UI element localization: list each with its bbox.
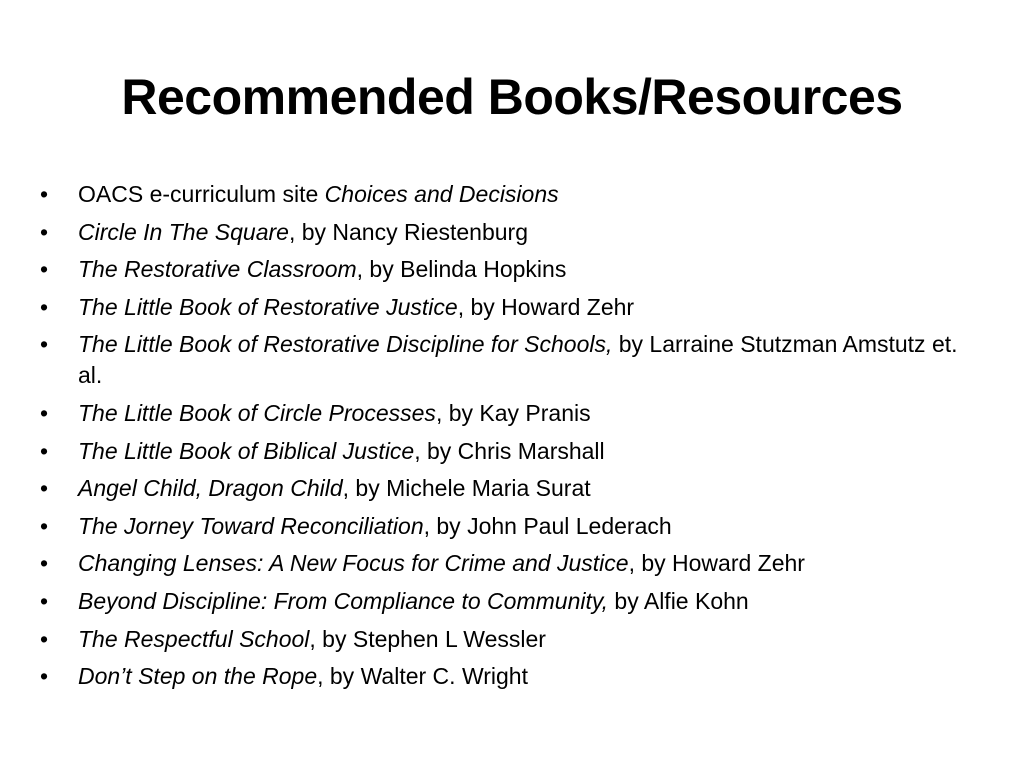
item-author: , by Howard Zehr [457, 293, 635, 320]
bullet-icon: • [40, 256, 49, 283]
item-author: , by Kay Pranis [435, 399, 591, 426]
item-author: , by Michele Maria Surat [342, 475, 591, 502]
list-item [38, 511, 988, 542]
list-item [38, 586, 988, 617]
item-title-italic: The Little Book of Restorative Justice [78, 293, 458, 320]
item-author: by Larraine Stutzman Amstutz et. al. [78, 331, 958, 389]
bullet-icon: • [40, 663, 49, 690]
item-author: , by Nancy Riestenburg [288, 218, 529, 245]
item-title-italic: Angel Child, Dragon Child [78, 475, 343, 502]
list-item [38, 436, 988, 467]
bullet-icon: • [40, 475, 49, 502]
item-author: by Alfie Kohn [608, 587, 749, 614]
list-item [38, 217, 988, 248]
item-title-italic: Circle In The Square [78, 218, 289, 245]
item-author: , by Belinda Hopkins [356, 256, 567, 283]
item-title-italic: Changing Lenses: A New Focus for Crime and Justice [78, 550, 629, 577]
list-item [38, 329, 988, 391]
list-item [38, 179, 988, 210]
bullet-icon: • [40, 331, 49, 358]
list-item [38, 624, 988, 655]
slide-title: Recommended Books/Resources [121, 69, 903, 125]
bullet-icon: • [40, 625, 49, 652]
item-title-italic: The Respectful School [78, 625, 310, 652]
bullet-icon: • [40, 437, 49, 464]
item-author: , by Walter C. Wright [317, 663, 528, 690]
bullet-icon: • [40, 550, 49, 577]
item-author: , by John Paul Lederach [423, 512, 672, 539]
bullet-icon: • [40, 512, 49, 539]
item-author: , by Howard Zehr [628, 550, 805, 577]
item-author: , by Chris Marshall [414, 437, 605, 464]
item-title-italic: The Jorney Toward Reconciliation [78, 512, 424, 539]
item-author: , by Stephen L Wessler [309, 625, 546, 652]
bullet-icon: • [40, 218, 49, 245]
item-title-italic: The Little Book of Restorative Discipline for Schools, [78, 331, 613, 358]
item-title-italic: The Little Book of Biblical Justice [78, 437, 415, 464]
item-title-italic: Don’t Step on the Rope [78, 663, 318, 690]
resource-list [38, 179, 988, 699]
bullet-icon: • [40, 293, 49, 320]
list-item [38, 254, 988, 285]
list-item [38, 661, 988, 692]
item-title-italic: Choices and Decisions [324, 181, 559, 207]
item-title-italic: The Restorative Classroom [78, 256, 357, 283]
list-item [38, 398, 988, 429]
item-text-plain: OACS e-curriculum site [78, 181, 325, 207]
item-title-italic: The Little Book of Circle Processes [78, 399, 436, 426]
list-item [38, 473, 988, 504]
bullet-icon: • [40, 587, 49, 614]
item-title-italic: Beyond Discipline: From Compliance to Community, [78, 587, 609, 614]
list-item [38, 292, 988, 323]
bullet-icon: • [40, 399, 49, 426]
bullet-icon: • [40, 181, 49, 207]
list-item [38, 548, 988, 579]
